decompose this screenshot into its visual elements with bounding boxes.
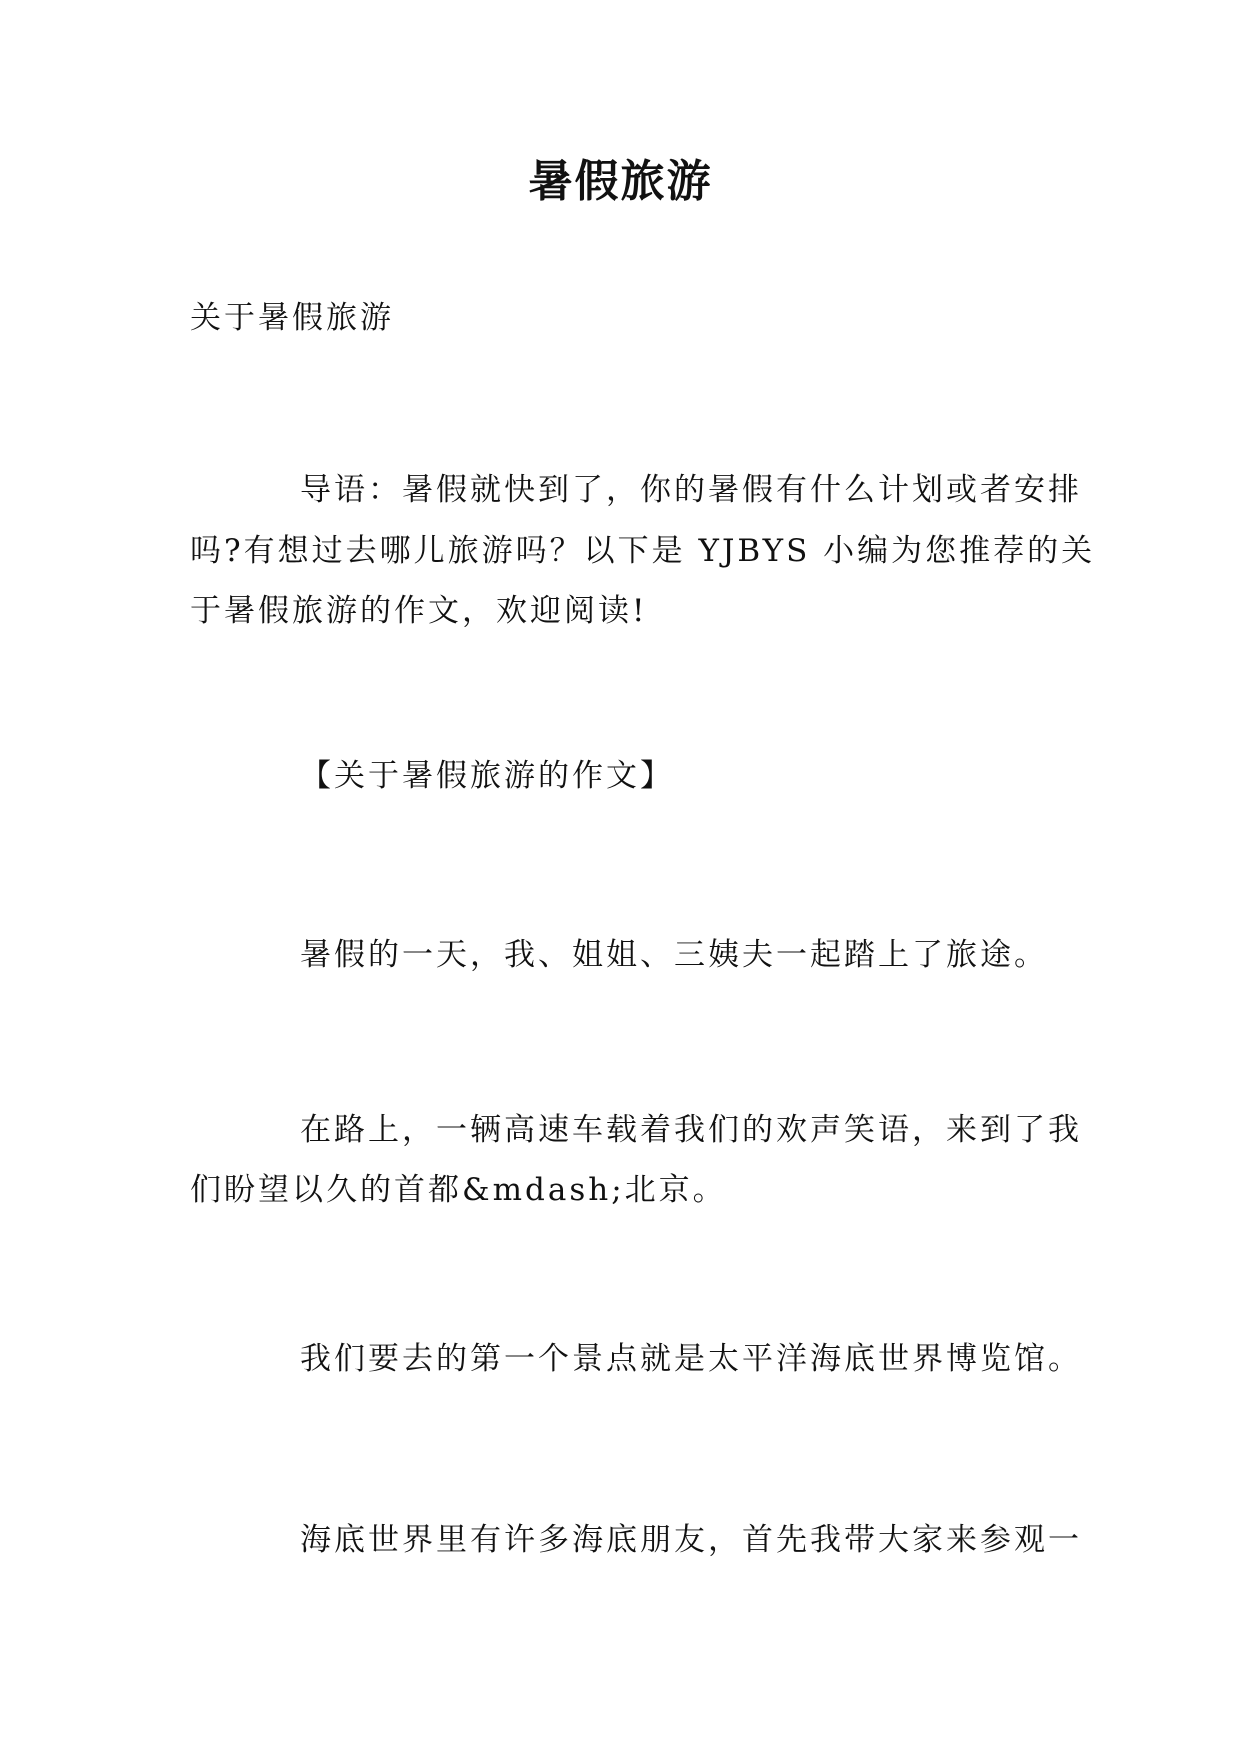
paragraph-2-line-2: 们盼望以久的首都&mdash;北京。 <box>190 1172 727 1208</box>
subtitle-text: 关于暑假旅游 <box>190 300 394 336</box>
paragraph-3-line-1: 我们要去的第一个景点就是太平洋海底世界博览馆。 <box>300 1341 1082 1377</box>
paragraph-4-line-1: 海底世界里有许多海底朋友，首先我带大家来参观一 <box>300 1522 1082 1558</box>
intro-line-3: 于暑假旅游的作文，欢迎阅读! <box>190 593 648 629</box>
paragraph-1-line-1: 暑假的一天，我、姐姐、三姨夫一起踏上了旅途。 <box>300 937 1048 973</box>
paragraph-2-line-1: 在路上，一辆高速车载着我们的欢声笑语，来到了我 <box>300 1112 1082 1148</box>
section-heading: 【关于暑假旅游的作文】 <box>300 758 674 794</box>
intro-line-1: 导语：暑假就快到了，你的暑假有什么计划或者安排 <box>300 472 1082 508</box>
document-title: 暑假旅游 <box>528 156 713 207</box>
intro-line-2: 吗?有想过去哪儿旅游吗？以下是 YJBYS 小编为您推荐的关 <box>190 533 1096 569</box>
